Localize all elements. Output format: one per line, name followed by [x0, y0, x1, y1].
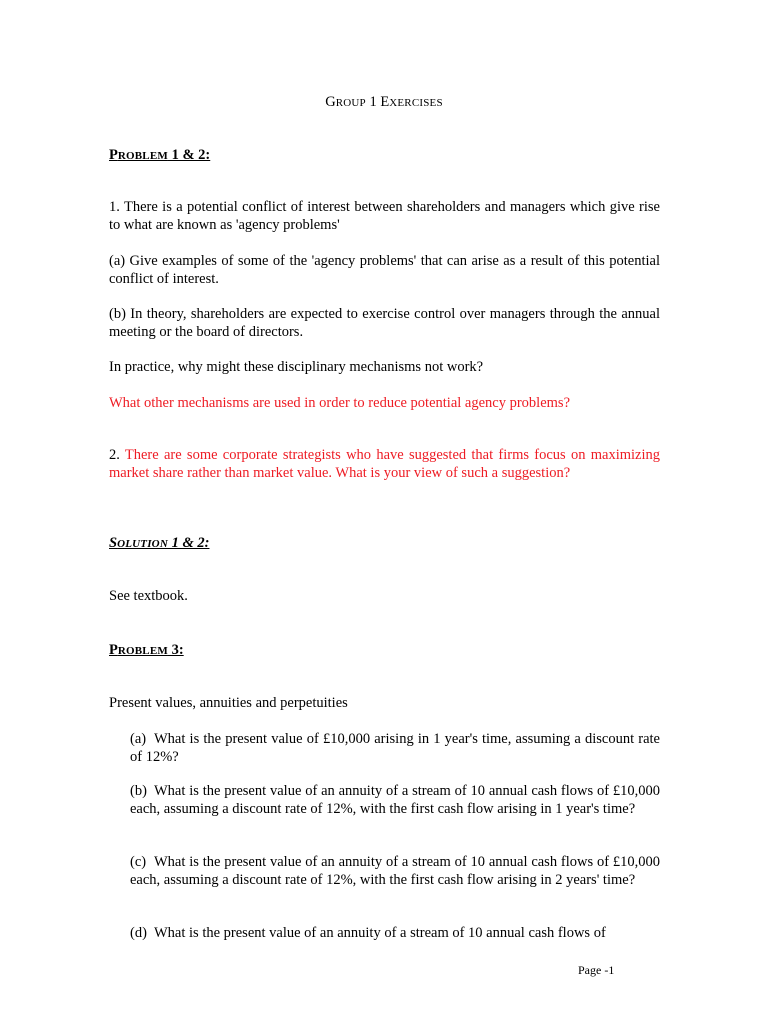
list-item — [130, 782, 660, 818]
list-item — [130, 924, 660, 942]
heading-suffix: 1 & 2: — [167, 535, 210, 551]
list-text: What is the present value of an annuity of a stream of 10 annual cash flows of £10,000 each, assuming a discount rate of 12%, with the first cash flow arising in 1 year's time? — [130, 783, 660, 817]
document-title — [0, 93, 768, 112]
title-cap-g: G — [325, 94, 336, 110]
list-text: What is the present value of an annuity of a stream of 10 annual cash flows of — [154, 925, 606, 941]
question-1-other-mechanisms: What other mechanisms are used in order to reduce potential agency problems? — [109, 395, 571, 411]
heading-rest: ROBLEM — [117, 645, 168, 657]
heading-problem-1-2 — [109, 146, 210, 165]
heading-problem-3 — [109, 641, 184, 660]
list-marker: (a) — [130, 731, 147, 747]
heading-suffix: 1 & 2: — [167, 147, 211, 163]
title-rest-e: XERCISES — [389, 97, 443, 109]
heading-cap: P — [109, 642, 118, 658]
list-marker: (b) — [130, 783, 147, 799]
list-marker: (d) — [130, 925, 147, 941]
heading-rest: OLUTION — [117, 538, 168, 550]
heading-rest: ROBLEM — [117, 150, 168, 162]
question-1-intro: 1. There is a potential conflict of interest between shareholders and managers which give rise to what are known as 'agency problems' — [109, 199, 660, 233]
list-marker: (c) — [130, 854, 147, 870]
list-text: What is the present value of an annuity of a stream of 10 annual cash flows of £10,000 each, assuming a discount rate of 12%, with the first cash flow arising in 2 years' time? — [130, 854, 660, 888]
question-2 — [109, 446, 660, 482]
problem-3-intro: Present values, annuities and perpetuities — [109, 695, 348, 711]
heading-cap: P — [109, 147, 118, 163]
question-1b: (b) In theory, shareholders are expected to exercise control over managers through the annual meeting or the board of directors. — [109, 306, 660, 340]
title-rest-g: ROUP — [335, 97, 366, 109]
question-1-practice: In practice, why might these disciplinary mechanisms not work? — [109, 359, 484, 375]
question-2-text: There are some corporate strategists who have suggested that firms focus on maximizing market share rather than market value. What is your view of such a suggestion? — [109, 447, 660, 481]
question-1a: (a) Give examples of some of the 'agency problems' that can arise as a result of this potential conflict of interest. — [109, 253, 660, 287]
page-number: Page -1 — [578, 963, 615, 977]
list-item — [130, 853, 660, 889]
list-text: What is the present value of £10,000 arising in 1 year's time, assuming a discount rate of 12%? — [130, 731, 660, 765]
title-number: 1 — [365, 94, 381, 110]
solution-text: See textbook. — [109, 588, 188, 604]
question-2-number: 2. — [109, 447, 125, 463]
heading-cap: S — [109, 535, 118, 551]
title-cap-e: E — [380, 94, 390, 110]
heading-solution-1-2 — [109, 534, 209, 553]
list-item — [130, 730, 660, 766]
heading-suffix: 3: — [167, 642, 184, 658]
